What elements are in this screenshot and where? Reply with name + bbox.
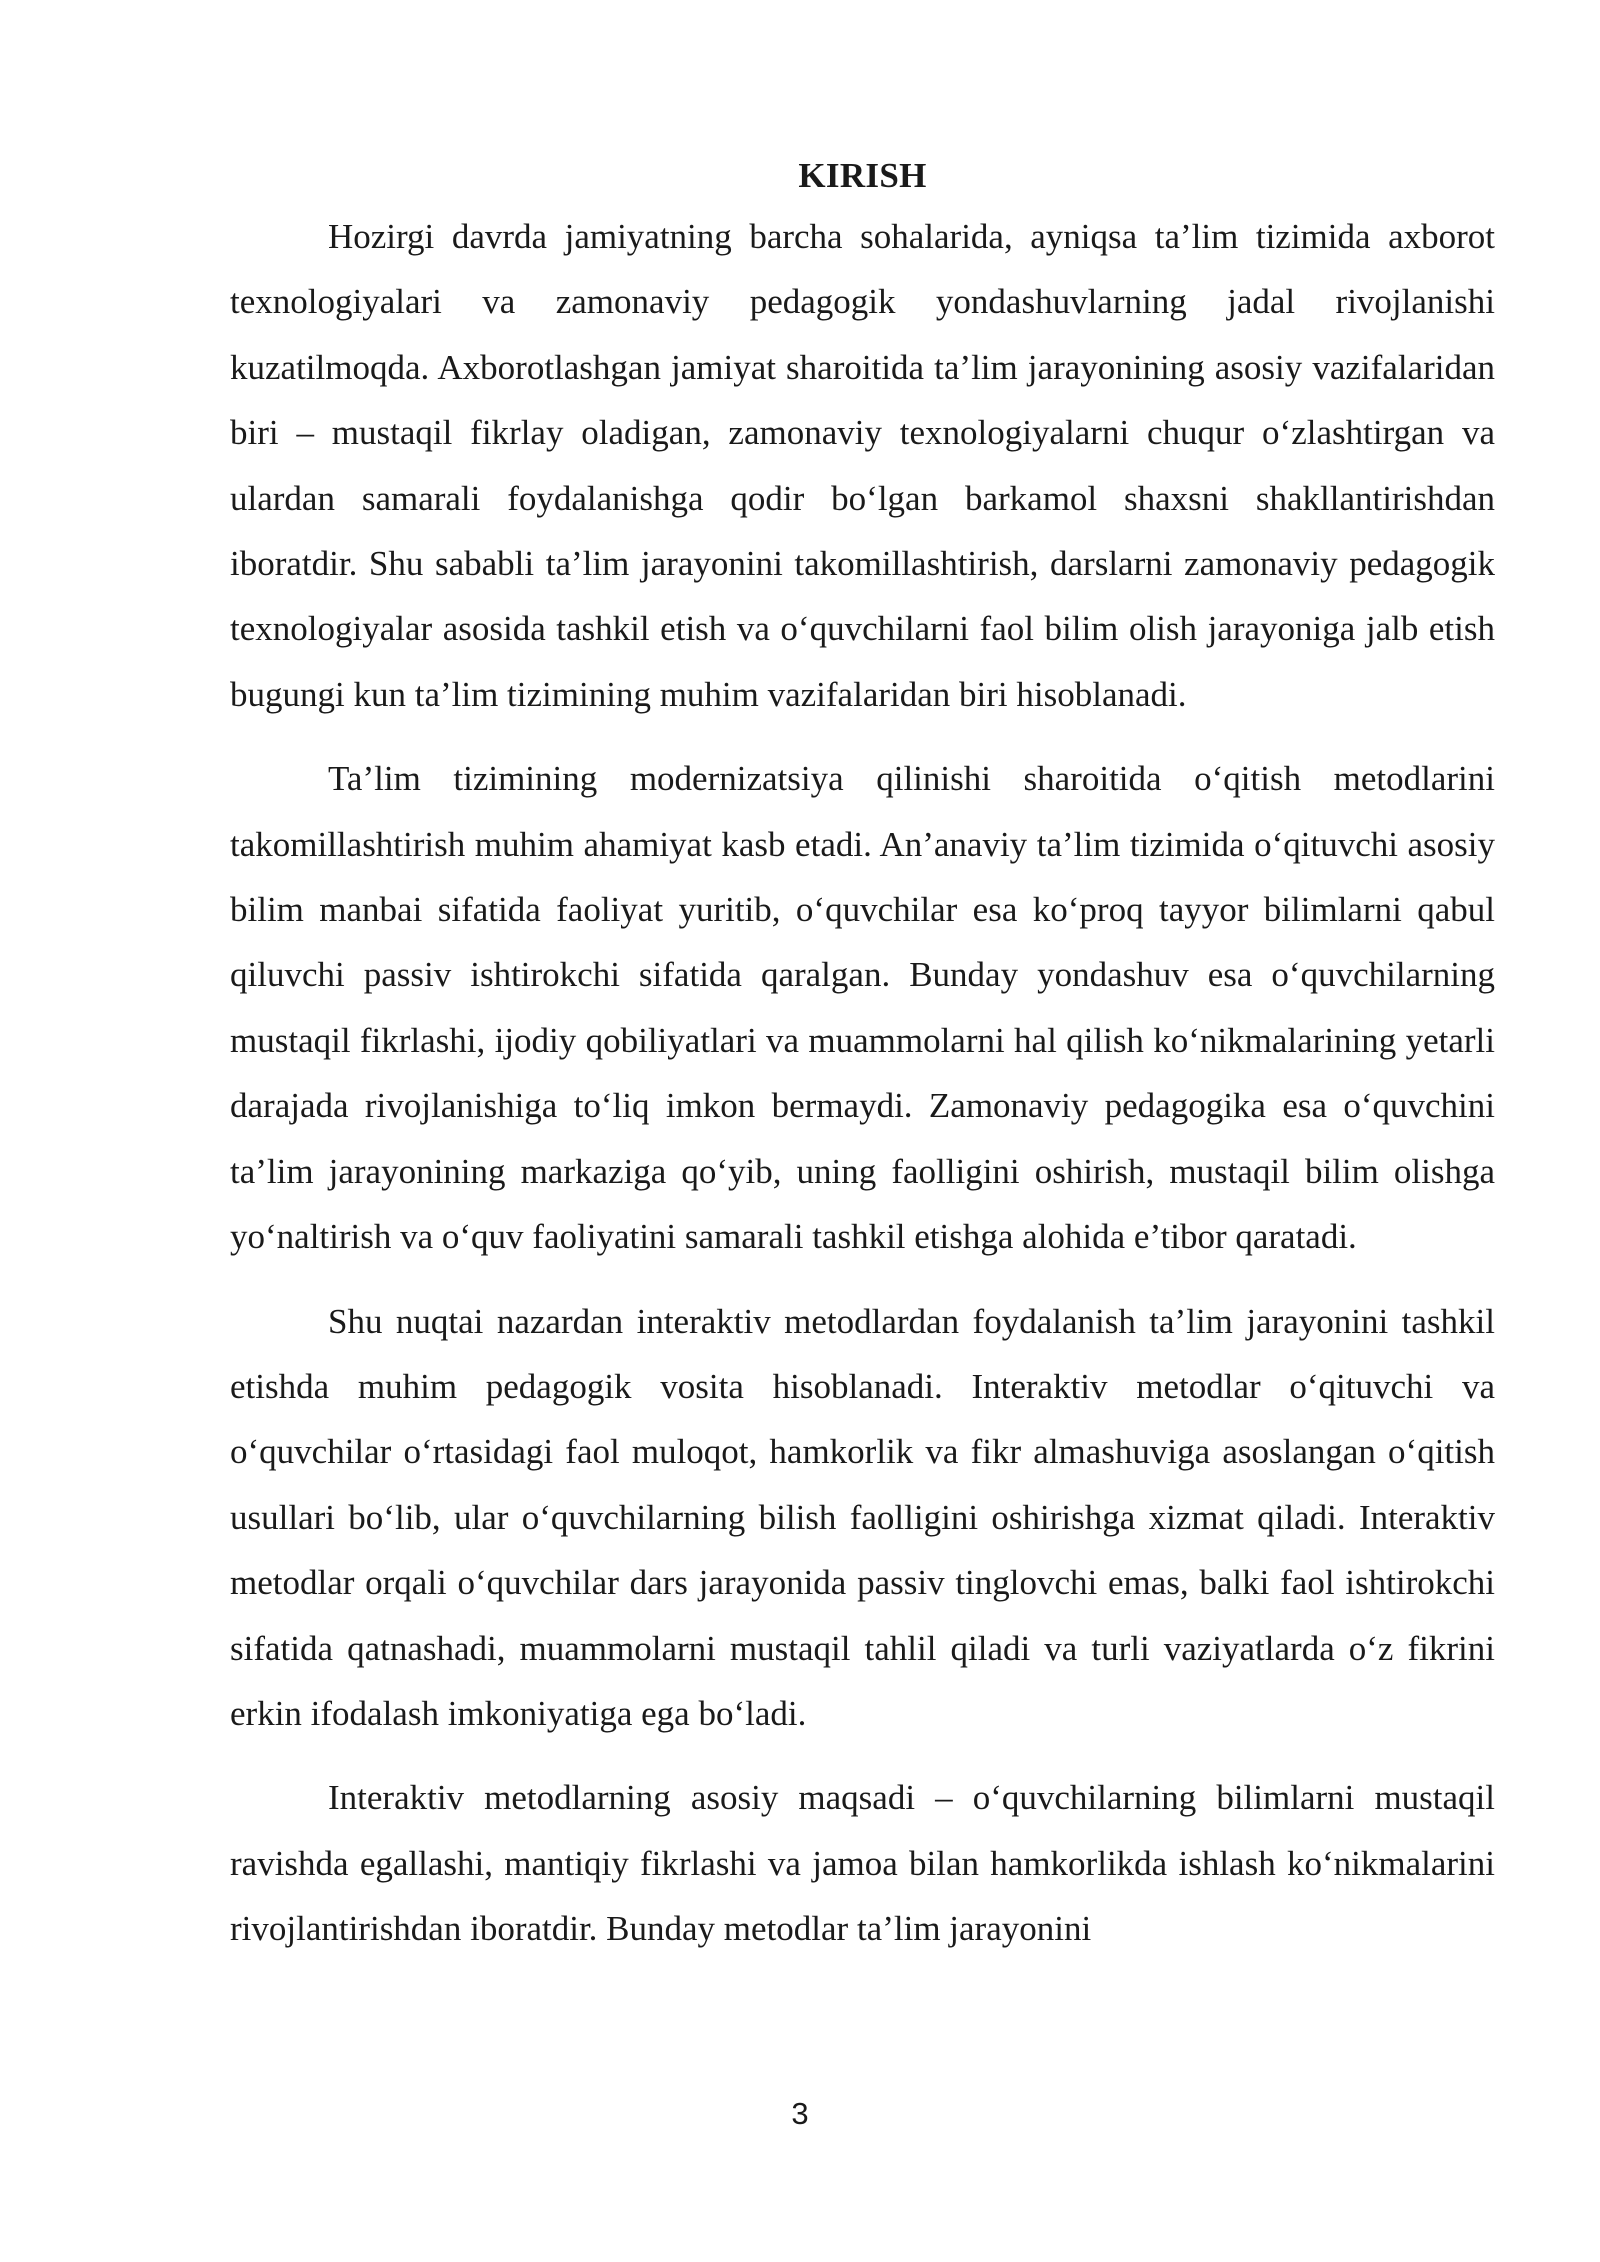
page-number: 3: [791, 2096, 809, 2131]
page-title: KIRISH: [798, 156, 927, 195]
page-content: [230, 150, 1495, 1981]
paragraph-1: Hozirgi davrda jamiyatning barcha sohalarida, ayniqsa ta’lim tizimida axborot texnologiyalari va zamonaviy pedagogik yondashuvlarning jadal rivojlanishi kuzatilmoqda. Axborotlashgan jamiyat sharoitida ta’lim jarayonining asosiy vazifalaridan biri – mustaqil fikrlay oladigan, zamonaviy texnologiyalarni chuqur oʻzlashtirgan va ulardan samarali foydalanishga qodir boʻlgan barkamol shaxsni shakllantirishdan iboratdir. Shu sababli ta’lim jarayonini takomillashtirish, darslarni zamonaviy pedagogik texnologiyalar asosida tashkil etish va oʻquvchilarni faol bilim olish jarayoniga jalb etish bugungi kun ta’lim tizimining muhim vazifalaridan biri hisoblanadi.: [230, 217, 1495, 714]
paragraph-3: Shu nuqtai nazardan interaktiv metodlardan foydalanish ta’lim jarayonini tashkil etishda muhim pedagogik vosita hisoblanadi. Interaktiv metodlar oʻqituvchi va oʻquvchilar oʻrtasidagi faol muloqot, hamkorlik va fikr almashuviga asoslangan oʻqitish usullari boʻlib, ular oʻquvchilarning bilish faolligini oshirishga xizmat qiladi. Interaktiv metodlar orqali oʻquvchilar dars jarayonida passiv tinglovchi emas, balki faol ishtirokchi sifatida qatnashadi, muammolarni mustaqil tahlil qiladi va turli vaziyatlarda oʻz fikrini erkin ifodalash imkoniyatiga ega boʻladi.: [230, 1301, 1495, 1733]
paragraph-2: Ta’lim tizimining modernizatsiya qilinishi sharoitida oʻqitish metodlarini takomillashtirish muhim ahamiyat kasb etadi. An’anaviy ta’lim tizimida oʻqituvchi asosiy bilim manbai sifatida faoliyat yuritib, oʻquvchilar esa koʻproq tayyor bilimlarni qabul qiluvchi passiv ishtirokchi sifatida qaralgan. Bunday yondashuv esa oʻquvchilarning mustaqil fikrlashi, ijodiy qobiliyatlari va muammolarni hal qilish koʻnikmalarining yetarli darajada rivojlanishiga toʻliq imkon bermaydi. Zamonaviy pedagogika esa oʻquvchini ta’lim jarayonining markaziga qoʻyib, uning faolligini oshirish, mustaqil bilim olishga yoʻnaltirish va oʻquv faoliyatini samarali tashkil etishga alohida e’tibor qaratadi.: [230, 759, 1495, 1257]
paragraph-4: Interaktiv metodlarning asosiy maqsadi – oʻquvchilarning bilimlarni mustaqil ravishda egallashi, mantiqiy fikrlashi va jamoa bilan hamkorlikda ishlash koʻnikmalarini rivojlantirishdan iboratdir. Bunday metodlar ta’lim jarayonini: [230, 1778, 1495, 1949]
